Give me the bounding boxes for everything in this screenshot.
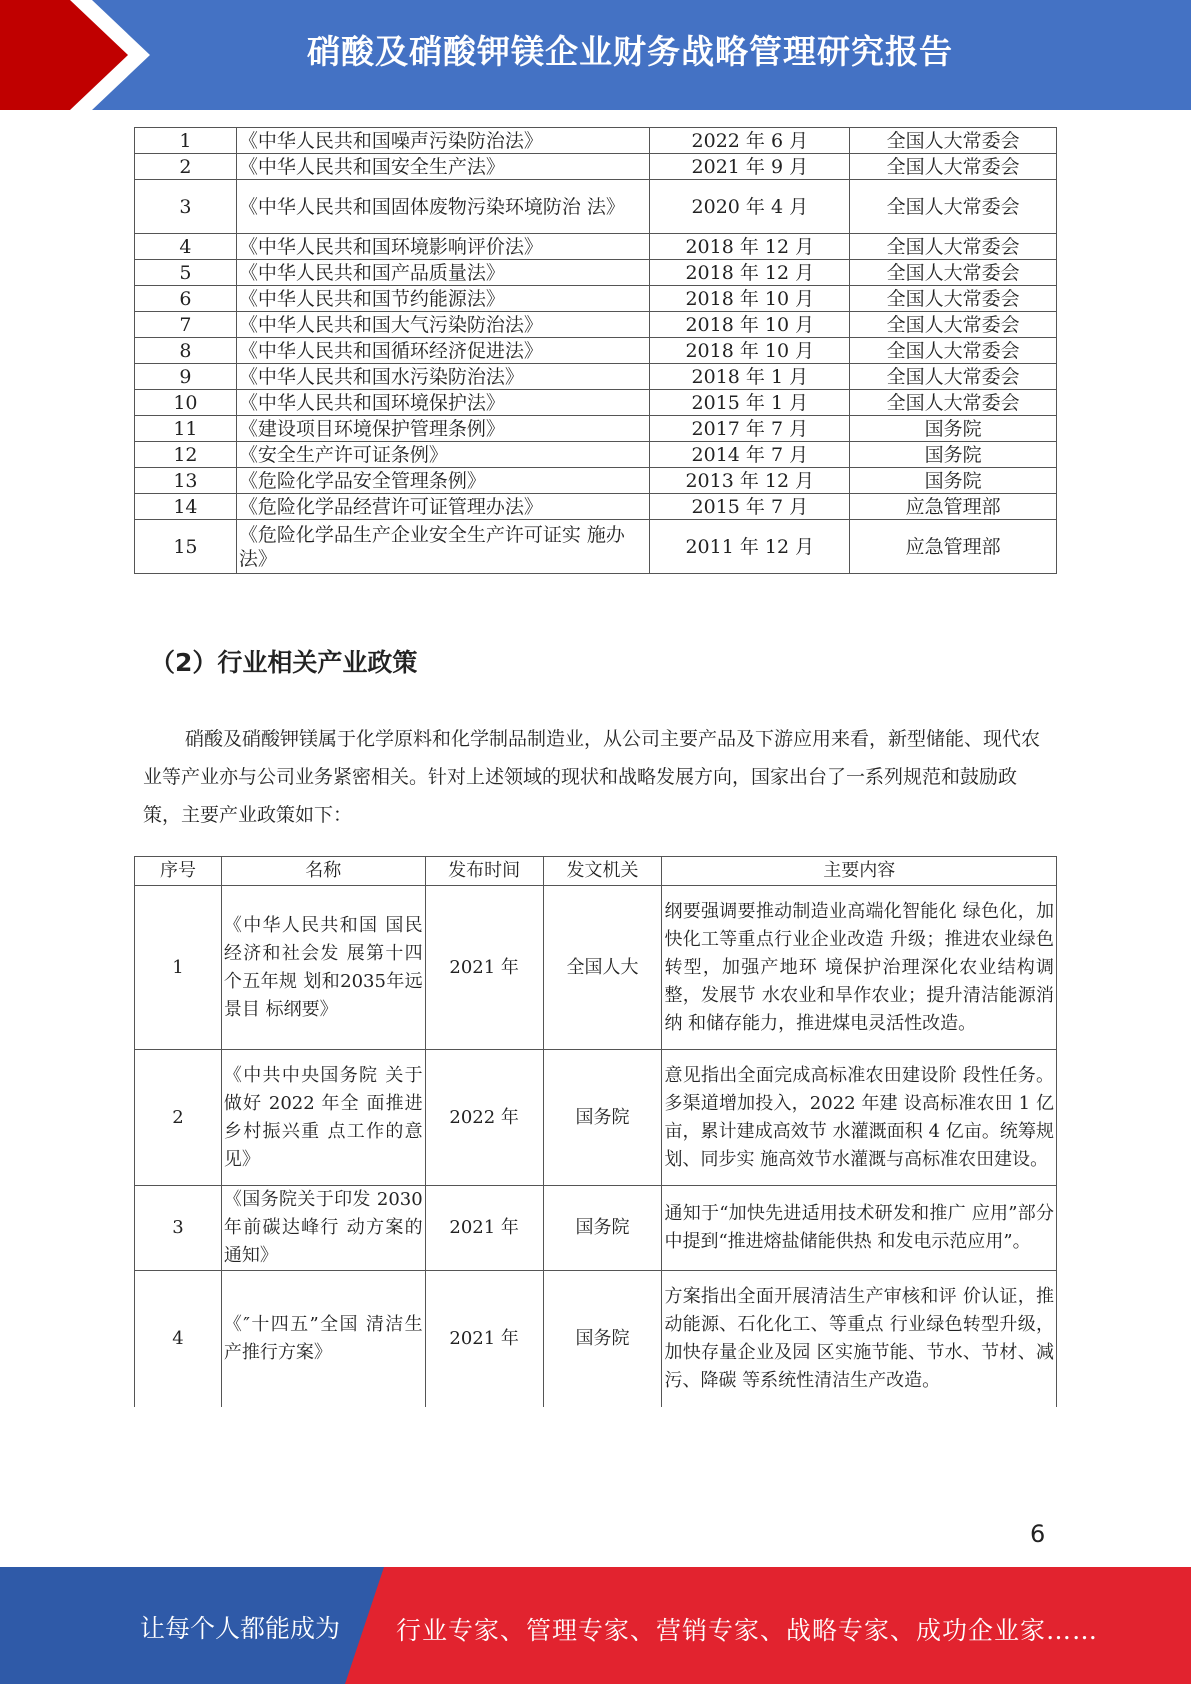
date-cell: 2015 年 7 月 bbox=[650, 494, 850, 520]
issuer-cell: 全国人大 bbox=[543, 886, 662, 1050]
date-cell: 2018 年 12 月 bbox=[650, 234, 850, 260]
law-name-cell: 《中华人民共和国固体废物污染环境防治 法》 bbox=[236, 180, 650, 234]
row-number-cell: 6 bbox=[135, 286, 237, 312]
issuer-cell: 全国人大常委会 bbox=[850, 364, 1057, 390]
column-header: 发文机关 bbox=[543, 857, 662, 886]
policy-name-cell: 《中共中央国务院 关于做好 2022 年全 面推进乡村振兴重 点工作的意见》 bbox=[221, 1050, 425, 1186]
issuer-cell: 全国人大常委会 bbox=[850, 312, 1057, 338]
issuer-cell: 国务院 bbox=[543, 1186, 662, 1271]
footer-slogan-left: 让每个人都能成为 bbox=[140, 1614, 341, 1643]
page-header bbox=[0, 0, 1191, 110]
policy-table bbox=[134, 856, 1057, 1407]
issuer-cell: 国务院 bbox=[543, 1050, 662, 1186]
date-cell: 2020 年 4 月 bbox=[650, 180, 850, 234]
law-name-cell: 《安全生产许可证条例》 bbox=[236, 442, 650, 468]
issuer-cell: 全国人大常委会 bbox=[850, 234, 1057, 260]
law-table-row bbox=[135, 364, 1057, 390]
date-cell: 2018 年 1 月 bbox=[650, 364, 850, 390]
issuer-cell: 国务院 bbox=[850, 468, 1057, 494]
policy-table-row bbox=[135, 1186, 1057, 1271]
policy-table-row bbox=[135, 886, 1057, 1050]
issuer-cell: 国务院 bbox=[850, 416, 1057, 442]
law-name-cell: 《危险化学品安全管理条例》 bbox=[236, 468, 650, 494]
law-table-row bbox=[135, 338, 1057, 364]
law-name-cell: 《危险化学品生产企业安全生产许可证实 施办法》 bbox=[236, 520, 650, 574]
law-name-cell: 《中华人民共和国产品质量法》 bbox=[236, 260, 650, 286]
issuer-cell: 全国人大常委会 bbox=[850, 260, 1057, 286]
issuer-cell: 国务院 bbox=[543, 1271, 662, 1407]
policy-table-row bbox=[135, 1271, 1057, 1407]
row-number-cell: 3 bbox=[135, 180, 237, 234]
date-cell: 2017 年 7 月 bbox=[650, 416, 850, 442]
row-number-cell: 1 bbox=[135, 128, 237, 154]
row-number-cell: 1 bbox=[135, 886, 222, 1050]
law-table-row bbox=[135, 286, 1057, 312]
law-table-row bbox=[135, 128, 1057, 154]
row-number-cell: 3 bbox=[135, 1186, 222, 1271]
issuer-cell: 全国人大常委会 bbox=[850, 338, 1057, 364]
row-number-cell: 8 bbox=[135, 338, 237, 364]
date-cell: 2022 年 6 月 bbox=[650, 128, 850, 154]
date-cell: 2013 年 12 月 bbox=[650, 468, 850, 494]
issuer-cell: 应急管理部 bbox=[850, 520, 1057, 574]
issuer-cell: 全国人大常委会 bbox=[850, 180, 1057, 234]
date-cell: 2018 年 12 月 bbox=[650, 260, 850, 286]
row-number-cell: 13 bbox=[135, 468, 237, 494]
policy-table-header-row bbox=[135, 857, 1057, 886]
issuer-cell: 全国人大常委会 bbox=[850, 390, 1057, 416]
footer-slogan-right: 行业专家、管理专家、营销专家、战略专家、成功企业家…… bbox=[396, 1616, 1099, 1645]
column-header: 名称 bbox=[221, 857, 425, 886]
policy-name-cell: 《″十四五”全国 清洁生产推行方案》 bbox=[221, 1271, 425, 1407]
page-footer bbox=[0, 1567, 1191, 1684]
row-number-cell: 15 bbox=[135, 520, 237, 574]
law-name-cell: 《中华人民共和国噪声污染防治法》 bbox=[236, 128, 650, 154]
law-table-row bbox=[135, 234, 1057, 260]
law-table-row bbox=[135, 442, 1057, 468]
row-number-cell: 2 bbox=[135, 154, 237, 180]
row-number-cell: 2 bbox=[135, 1050, 222, 1186]
date-cell: 2021 年 bbox=[425, 886, 543, 1050]
law-name-cell: 《中华人民共和国水污染防治法》 bbox=[236, 364, 650, 390]
row-number-cell: 4 bbox=[135, 234, 237, 260]
issuer-cell: 国务院 bbox=[850, 442, 1057, 468]
date-cell: 2021 年 9 月 bbox=[650, 154, 850, 180]
law-table-row bbox=[135, 312, 1057, 338]
row-number-cell: 4 bbox=[135, 1271, 222, 1407]
row-number-cell: 9 bbox=[135, 364, 237, 390]
law-table-row bbox=[135, 260, 1057, 286]
date-cell: 2015 年 1 月 bbox=[650, 390, 850, 416]
row-number-cell: 12 bbox=[135, 442, 237, 468]
row-number-cell: 14 bbox=[135, 494, 237, 520]
content-cell: 纲要强调要推动制造业高端化智能化 绿色化，加快化工等重点行业企业改造 升级；推进农业绿色转型，加强产地环 境保护治理深化农业结构调整，发展节 水农业和旱作农业；提升清洁能源消纳 和储存能力，推进煤电灵活性改造。 bbox=[662, 886, 1057, 1050]
policy-name-cell: 《国务院关于印发 2030 年前碳达峰行 动方案的通知》 bbox=[221, 1186, 425, 1271]
law-name-cell: 《中华人民共和国环境影响评价法》 bbox=[236, 234, 650, 260]
issuer-cell: 全国人大常委会 bbox=[850, 128, 1057, 154]
content-cell: 方案指出全面开展清洁生产审核和评 价认证，推动能源、石化化工、等重点 行业绿色转型升级，加快存量企业及园 区实施节能、节水、节材、减污、降碳 等系统性清洁生产改造。 bbox=[662, 1271, 1057, 1407]
row-number-cell: 5 bbox=[135, 260, 237, 286]
issuer-cell: 全国人大常委会 bbox=[850, 154, 1057, 180]
date-cell: 2018 年 10 月 bbox=[650, 338, 850, 364]
row-number-cell: 7 bbox=[135, 312, 237, 338]
column-header: 序号 bbox=[135, 857, 222, 886]
issuer-cell: 全国人大常委会 bbox=[850, 286, 1057, 312]
row-number-cell: 11 bbox=[135, 416, 237, 442]
date-cell: 2014 年 7 月 bbox=[650, 442, 850, 468]
law-table-row bbox=[135, 390, 1057, 416]
date-cell: 2021 年 bbox=[425, 1186, 543, 1271]
date-cell: 2011 年 12 月 bbox=[650, 520, 850, 574]
law-name-cell: 《中华人民共和国环境保护法》 bbox=[236, 390, 650, 416]
section-paragraph: 硝酸及硝酸钾镁属于化学原料和化学制品制造业，从公司主要产品及下游应用来看，新型储能、现代农业等产业亦与公司业务紧密相关。针对上述领域的现状和战略发展方向，国家出台了一系列规范和鼓励政策，主要产业政策如下： bbox=[143, 728, 1041, 826]
date-cell: 2021 年 bbox=[425, 1271, 543, 1407]
law-table-row bbox=[135, 416, 1057, 442]
header-chevron-decoration bbox=[0, 0, 160, 110]
section-heading: （2）行业相关产业政策 bbox=[150, 648, 418, 677]
page-number: 6 bbox=[1030, 1520, 1046, 1548]
date-cell: 2022 年 bbox=[425, 1050, 543, 1186]
law-name-cell: 《危险化学品经营许可证管理办法》 bbox=[236, 494, 650, 520]
policy-name-cell: 《中华人民共和国 国民经济和社会发 展第十四个五年规 划和2035年远景目 标纲要》 bbox=[221, 886, 425, 1050]
law-name-cell: 《中华人民共和国安全生产法》 bbox=[236, 154, 650, 180]
date-cell: 2018 年 10 月 bbox=[650, 286, 850, 312]
law-name-cell: 《中华人民共和国节约能源法》 bbox=[236, 286, 650, 312]
content-cell: 意见指出全面完成高标准农田建设阶 段性任务。多渠道增加投入，2022 年建 设高标准农田 1 亿亩，累计建成高效节 水灌溉面积 4 亿亩。统筹规划、同步实 施高效节水灌溉与高标准农田建设。 bbox=[662, 1050, 1057, 1186]
law-name-cell: 《中华人民共和国大气污染防治法》 bbox=[236, 312, 650, 338]
column-header: 主要内容 bbox=[662, 857, 1057, 886]
content-cell: 通知于“加快先进适用技术研发和推广 应用”部分中提到“推进熔盐储能供热 和发电示范应用”。 bbox=[662, 1186, 1057, 1271]
law-table-row bbox=[135, 468, 1057, 494]
law-name-cell: 《建设项目环境保护管理条例》 bbox=[236, 416, 650, 442]
date-cell: 2018 年 10 月 bbox=[650, 312, 850, 338]
issuer-cell: 应急管理部 bbox=[850, 494, 1057, 520]
row-number-cell: 10 bbox=[135, 390, 237, 416]
column-header: 发布时间 bbox=[425, 857, 543, 886]
law-table-row bbox=[135, 180, 1057, 234]
law-table-row bbox=[135, 154, 1057, 180]
report-title: 硝酸及硝酸钾镁企业财务战略管理研究报告 bbox=[307, 32, 953, 71]
law-name-cell: 《中华人民共和国循环经济促进法》 bbox=[236, 338, 650, 364]
law-table-row bbox=[135, 494, 1057, 520]
law-table-row bbox=[135, 520, 1057, 574]
policy-table-row bbox=[135, 1050, 1057, 1186]
law-table bbox=[134, 127, 1057, 574]
